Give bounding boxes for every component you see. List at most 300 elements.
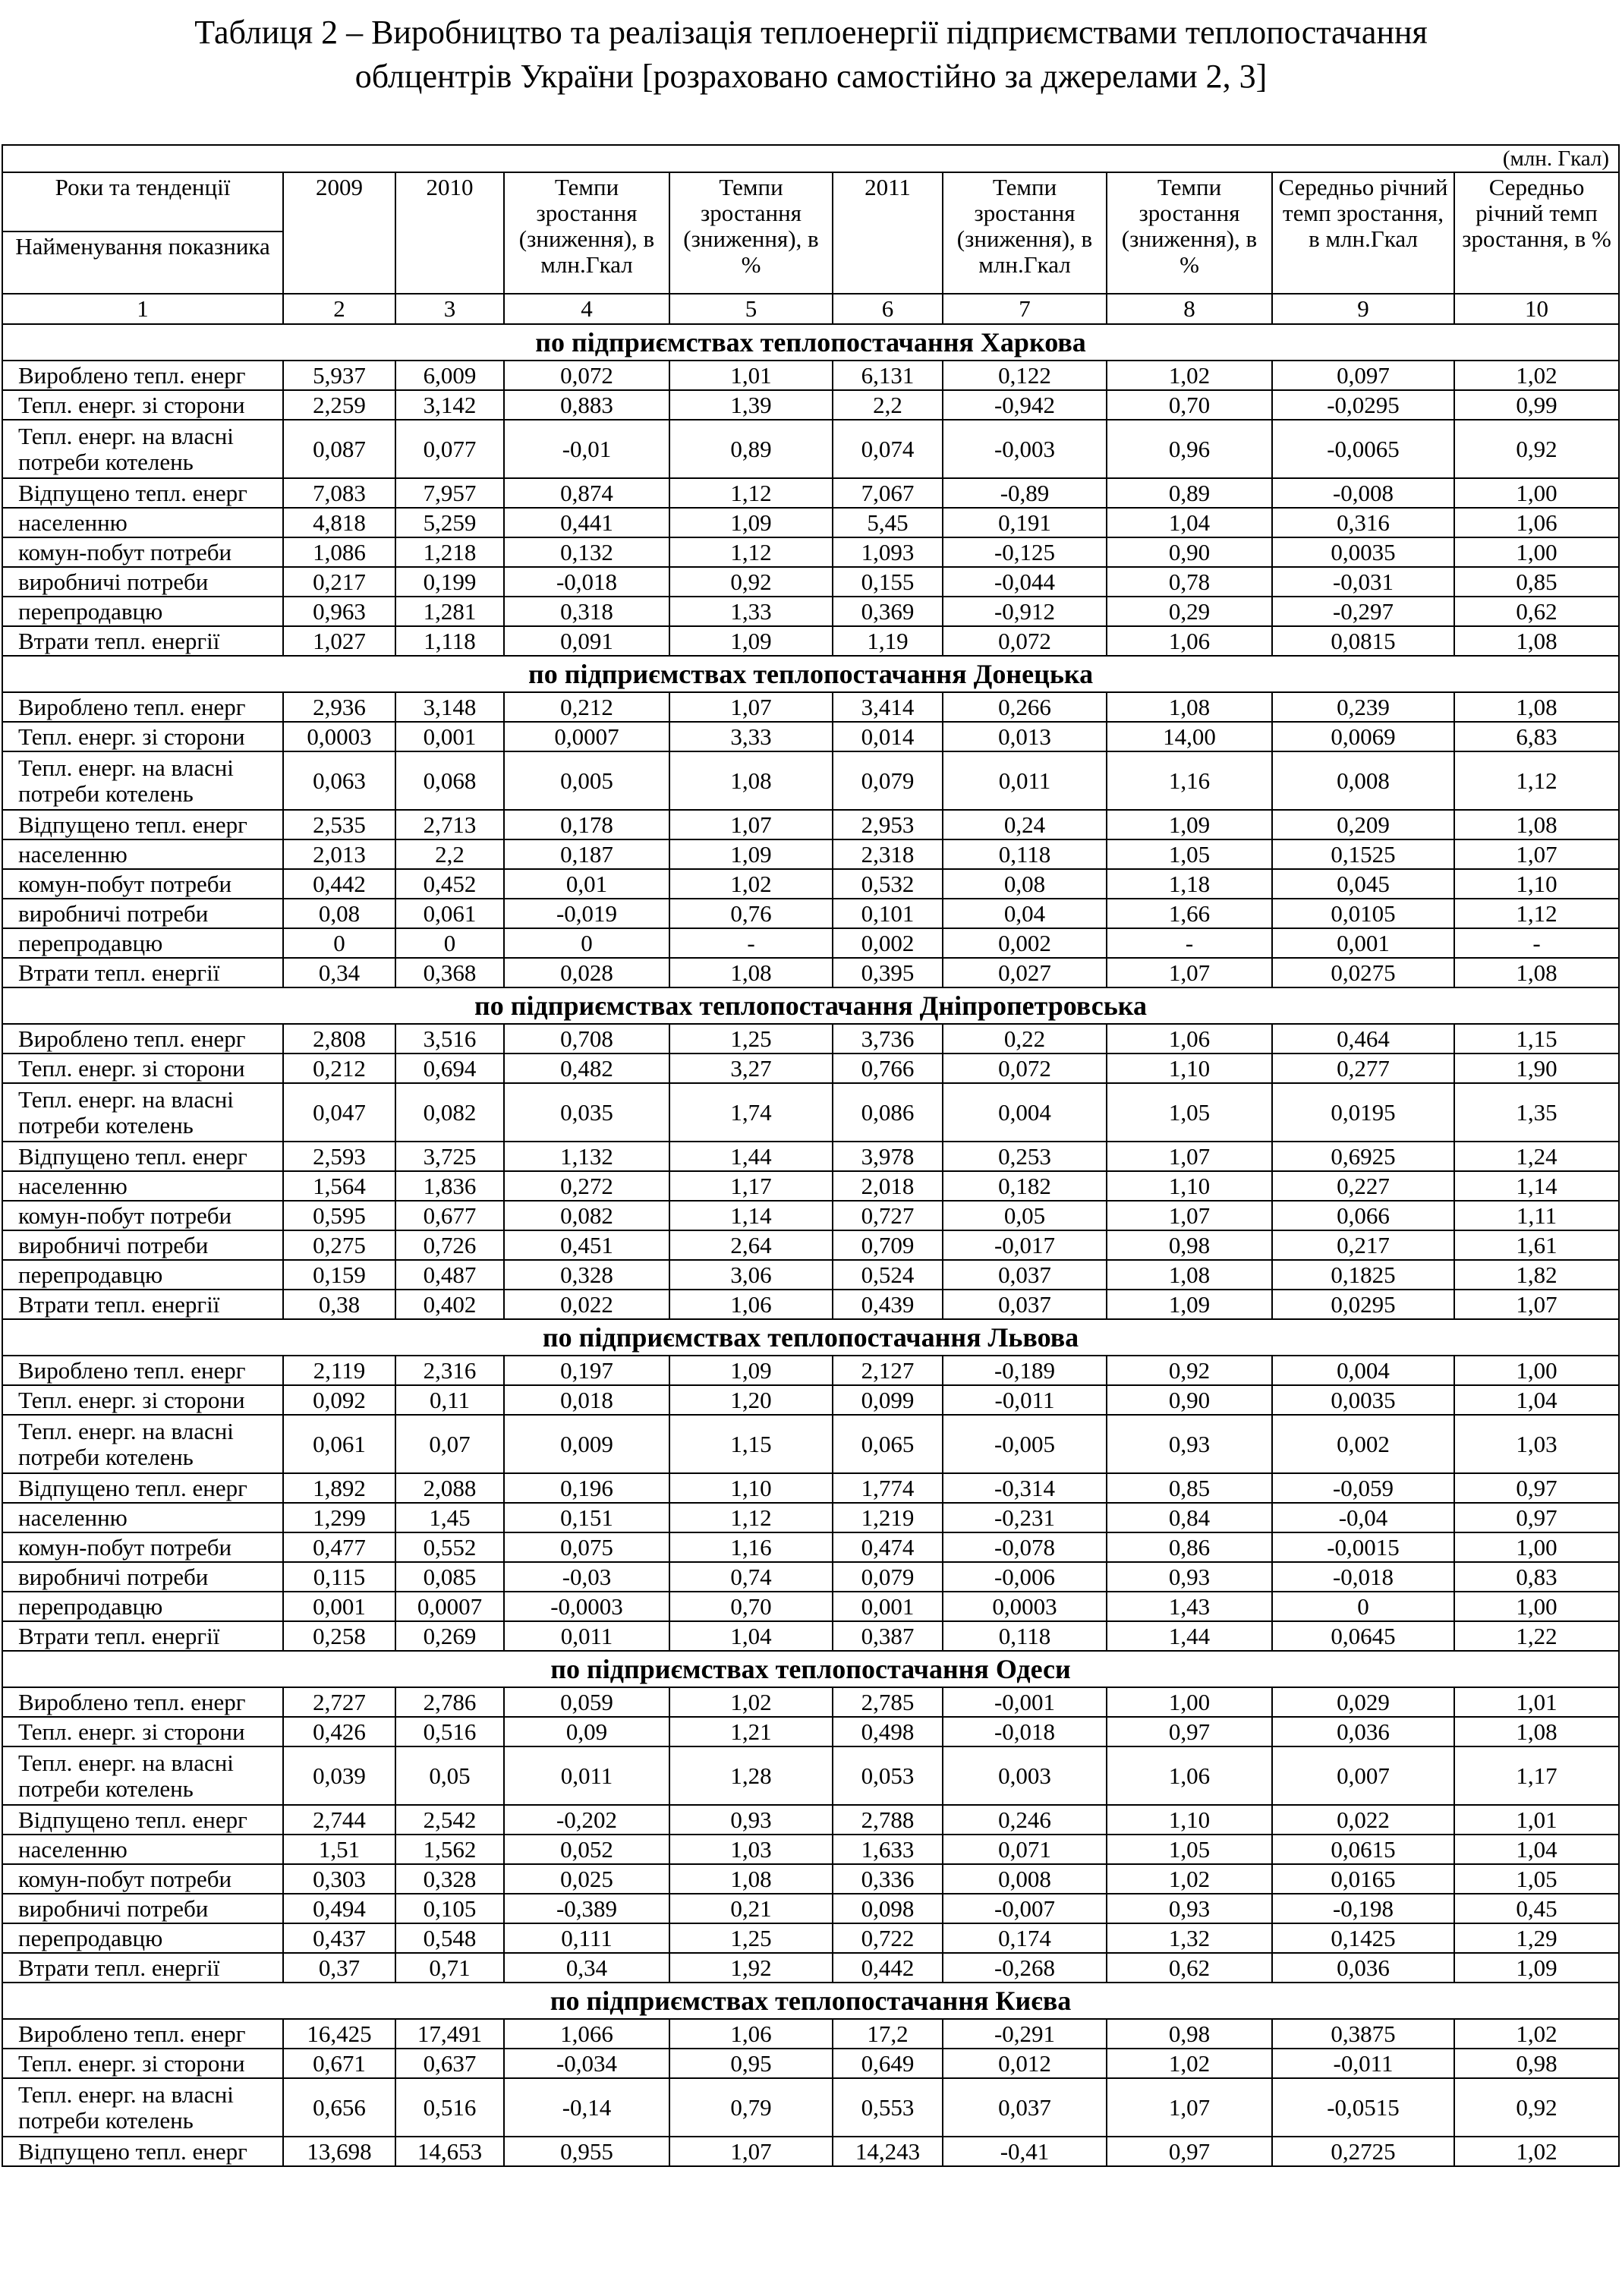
table-row (2, 390, 1619, 420)
table-cell: 0,0645 (1272, 1621, 1454, 1651)
column-number-row (2, 294, 1619, 324)
table-cell: -0,297 (1272, 597, 1454, 626)
table-cell: 1,24 (1454, 1142, 1619, 1171)
table-row (2, 537, 1619, 567)
table-cell: 1,18 (1107, 869, 1272, 899)
row-label: перепродавцю (2, 1592, 283, 1621)
table-cell: 0,516 (395, 1717, 504, 1746)
table-cell: 0,766 (833, 1054, 943, 1083)
table-cell: 1,08 (1454, 958, 1619, 987)
table-cell: 2,744 (283, 1805, 395, 1835)
row-label: Втрати тепл. енергії (2, 1621, 283, 1651)
table-cell: 1,281 (395, 597, 504, 626)
table-cell: 0,474 (833, 1532, 943, 1562)
row-label: Вироблено тепл. енерг (2, 2019, 283, 2049)
table-cell: 0,89 (1107, 478, 1272, 508)
table-cell: 0,21 (669, 1894, 833, 1923)
table-cell: 0,08 (283, 899, 395, 928)
table-cell: 0,025 (504, 1864, 669, 1894)
table-cell: 1,92 (669, 1953, 833, 1983)
table-cell: 0,726 (395, 1230, 504, 1260)
table-cell: 1,00 (1107, 1687, 1272, 1717)
table-cell: 0,1825 (1272, 1260, 1454, 1290)
table-cell: 0,85 (1107, 1473, 1272, 1503)
table-cell: 0,272 (504, 1171, 669, 1201)
table-cell: 0,90 (1107, 1385, 1272, 1415)
table-row (2, 1687, 1619, 1717)
table-row (2, 1054, 1619, 1083)
table-cell: 1,09 (669, 1356, 833, 1385)
table-cell: 0,83 (1454, 1562, 1619, 1592)
table-cell: 1,10 (1107, 1054, 1272, 1083)
table-cell: 1,06 (1107, 626, 1272, 656)
table-cell: 0,004 (943, 1083, 1107, 1142)
table-cell: 1,44 (669, 1142, 833, 1171)
section-header-row (2, 987, 1619, 1024)
table-cell: 1,06 (1107, 1024, 1272, 1054)
table-cell: 1,17 (669, 1171, 833, 1201)
table-cell: 0,98 (1107, 2019, 1272, 2049)
table-cell: 0,92 (1454, 2078, 1619, 2137)
table-cell: 0,022 (504, 1290, 669, 1319)
table-cell: 1,12 (669, 1503, 833, 1532)
table-cell: 2,788 (833, 1805, 943, 1835)
table-cell: -0,001 (943, 1687, 1107, 1717)
table-cell: 0,097 (1272, 361, 1454, 390)
row-label: населенню (2, 1503, 283, 1532)
table-cell: 0,0295 (1272, 1290, 1454, 1319)
table-cell: 1,04 (1454, 1385, 1619, 1415)
table-cell: 1,06 (669, 2019, 833, 2049)
row-label: комун-побут потреби (2, 1201, 283, 1230)
table-row (2, 626, 1619, 656)
table-cell: 0,92 (1107, 1356, 1272, 1385)
table-cell: 0,548 (395, 1923, 504, 1953)
table-cell: 1,02 (1454, 2019, 1619, 2049)
table-cell: 1,02 (1107, 2049, 1272, 2078)
table-cell: 0,002 (833, 928, 943, 958)
table-cell: 0,001 (1272, 928, 1454, 958)
row-label: Вироблено тепл. енерг (2, 1356, 283, 1385)
table-cell: -0,006 (943, 1562, 1107, 1592)
table-cell: 1,43 (1107, 1592, 1272, 1621)
table-cell: -0,0295 (1272, 390, 1454, 420)
table-cell: 1,01 (1454, 1687, 1619, 1717)
table-cell: 7,083 (283, 478, 395, 508)
table-cell: 1,01 (669, 361, 833, 390)
table-cell: 0,072 (943, 626, 1107, 656)
table-cell: 0,874 (504, 478, 669, 508)
table-cell: 1,14 (1454, 1171, 1619, 1201)
table-cell: 0,253 (943, 1142, 1107, 1171)
row-label: виробничі потреби (2, 1230, 283, 1260)
table-cell: 0,649 (833, 2049, 943, 2078)
table-cell: 1,15 (1454, 1024, 1619, 1054)
table-cell: 0,45 (1454, 1894, 1619, 1923)
table-cell: 0,677 (395, 1201, 504, 1230)
table-cell: 0,08 (943, 869, 1107, 899)
table-cell: 0,89 (669, 420, 833, 478)
table-cell: -0,034 (504, 2049, 669, 2078)
table-cell: 0,012 (943, 2049, 1107, 2078)
table-cell: 2,727 (283, 1687, 395, 1717)
table-cell: -0,003 (943, 420, 1107, 478)
data-table-container (2, 144, 1620, 2167)
table-cell: 0,212 (283, 1054, 395, 1083)
table-cell: 0,099 (833, 1385, 943, 1415)
table-cell: 0,0105 (1272, 899, 1454, 928)
table-row (2, 1415, 1619, 1473)
table-cell: 0,111 (504, 1923, 669, 1953)
table-cell: 2,936 (283, 692, 395, 722)
table-cell: -0,0065 (1272, 420, 1454, 478)
table-cell: 0,074 (833, 420, 943, 478)
table-cell: 0,426 (283, 1717, 395, 1746)
row-label: населенню (2, 1171, 283, 1201)
table-cell: 0,595 (283, 1201, 395, 1230)
header-2009: 2009 (283, 172, 395, 294)
table-cell: 0,34 (504, 1953, 669, 1983)
table-cell: 0,003 (943, 1746, 1107, 1805)
table-row (2, 1621, 1619, 1651)
table-cell: 0,637 (395, 2049, 504, 2078)
table-cell: -0,189 (943, 1356, 1107, 1385)
table-cell: 0,118 (943, 839, 1107, 869)
table-cell: 0,072 (943, 1054, 1107, 1083)
row-label: Тепл. енерг. зі сторони (2, 1717, 283, 1746)
section-header-row (2, 656, 1619, 692)
document-title (0, 11, 1622, 99)
table-cell: 0,011 (943, 751, 1107, 810)
table-cell: 0,075 (504, 1532, 669, 1562)
table-cell: 0,85 (1454, 567, 1619, 597)
table-cell: 1,12 (669, 537, 833, 567)
row-label: Втрати тепл. енергії (2, 1290, 283, 1319)
row-label: комун-побут потреби (2, 869, 283, 899)
row-label: Тепл. енерг. на власні потреби котелень (2, 420, 283, 478)
table-cell: 1,04 (1107, 508, 1272, 537)
row-label: Втрати тепл. енергії (2, 626, 283, 656)
table-cell: 0,516 (395, 2078, 504, 2137)
table-cell: 0,0007 (504, 722, 669, 751)
table-cell: 1,06 (1454, 508, 1619, 537)
table-cell: 0,369 (833, 597, 943, 626)
row-label: Відпущено тепл. енерг (2, 1473, 283, 1503)
table-cell: 0,955 (504, 2137, 669, 2166)
table-cell: 0,159 (283, 1260, 395, 1290)
header-growth-abs-2011: Темпи зростання (зниження), в млн.Гкал (943, 172, 1107, 294)
table-cell: 1,09 (1454, 1953, 1619, 1983)
table-cell: 0,532 (833, 869, 943, 899)
table-cell: 0,037 (943, 2078, 1107, 2137)
table-cell: 0,0165 (1272, 1864, 1454, 1894)
table-cell: 1,90 (1454, 1054, 1619, 1083)
table-cell: 0,498 (833, 1717, 943, 1746)
table-cell: 1,08 (669, 958, 833, 987)
table-row (2, 810, 1619, 839)
table-cell: 0,96 (1107, 420, 1272, 478)
table-cell: 2,593 (283, 1142, 395, 1171)
table-cell: 0,336 (833, 1864, 943, 1894)
table-cell: 1,07 (1107, 958, 1272, 987)
table-cell: 0,441 (504, 508, 669, 537)
table-cell: 1,07 (669, 810, 833, 839)
table-row (2, 1260, 1619, 1290)
table-cell: 1,10 (1107, 1805, 1272, 1835)
table-cell: 0,0035 (1272, 537, 1454, 567)
table-cell: 1,299 (283, 1503, 395, 1532)
table-cell: 1,09 (1107, 1290, 1272, 1319)
table-cell: 0,086 (833, 1083, 943, 1142)
row-label: Тепл. енерг. на власні потреби котелень (2, 1415, 283, 1473)
table-cell: 0,76 (669, 899, 833, 928)
table-cell: 0,464 (1272, 1024, 1454, 1054)
table-cell: 1,08 (1454, 810, 1619, 839)
table-cell: 1,25 (669, 1923, 833, 1953)
table-row (2, 1230, 1619, 1260)
table-cell: 0,209 (1272, 810, 1454, 839)
table-cell: -0,0015 (1272, 1532, 1454, 1562)
col-num-8: 8 (1107, 294, 1272, 324)
table-cell: 1,06 (1107, 1746, 1272, 1805)
table-cell: 0,694 (395, 1054, 504, 1083)
table-cell: 0,018 (504, 1385, 669, 1415)
table-cell: 0,3875 (1272, 2019, 1454, 2049)
table-cell: 1,12 (1454, 899, 1619, 928)
table-cell: 1,09 (669, 626, 833, 656)
col-num-7: 7 (943, 294, 1107, 324)
table-cell: 6,009 (395, 361, 504, 390)
table-cell: 4,818 (283, 508, 395, 537)
table-cell: 0,275 (283, 1230, 395, 1260)
col-num-10: 10 (1454, 294, 1619, 324)
table-cell: 1,03 (1454, 1415, 1619, 1473)
col-num-2: 2 (283, 294, 395, 324)
table-cell: 0,34 (283, 958, 395, 987)
table-cell: 1,11 (1454, 1201, 1619, 1230)
table-cell: 1,09 (1107, 810, 1272, 839)
table-cell: 14,243 (833, 2137, 943, 2166)
table-cell: 0,022 (1272, 1805, 1454, 1835)
table-cell: 16,425 (283, 2019, 395, 2049)
table-cell: -0,008 (1272, 478, 1454, 508)
row-label: виробничі потреби (2, 567, 283, 597)
row-label: Відпущено тепл. енерг (2, 810, 283, 839)
row-label: Тепл. енерг. на власні потреби котелень (2, 751, 283, 810)
table-row (2, 1562, 1619, 1592)
table-row (2, 1024, 1619, 1054)
units-row (2, 145, 1619, 172)
table-cell: 0,132 (504, 537, 669, 567)
table-cell: 0 (504, 928, 669, 958)
table-cell: 1,00 (1454, 1356, 1619, 1385)
table-cell: 1,25 (669, 1024, 833, 1054)
table-cell: 1,19 (833, 626, 943, 656)
table-cell: -0,019 (504, 899, 669, 928)
row-label: Тепл. енерг. на власні потреби котелень (2, 1083, 283, 1142)
table-cell: 1,28 (669, 1746, 833, 1805)
table-cell: 1,12 (669, 478, 833, 508)
table-cell: 1,02 (1454, 2137, 1619, 2166)
header-avg-growth-abs: Середньо річний темп зростання, в млн.Гкал (1272, 172, 1454, 294)
table-cell: 1,562 (395, 1835, 504, 1864)
row-label: Відпущено тепл. енерг (2, 1805, 283, 1835)
table-cell: 1,02 (669, 1687, 833, 1717)
table-cell: 0,368 (395, 958, 504, 987)
table-cell: -0,018 (1272, 1562, 1454, 1592)
row-label: перепродавцю (2, 1923, 283, 1953)
table-cell: -0,011 (1272, 2049, 1454, 2078)
section-title: по підприємствах теплопостачання Києва (2, 1983, 1619, 2019)
table-cell: 1,08 (1107, 1260, 1272, 1290)
table-cell: 0,013 (943, 722, 1107, 751)
table-cell: 0,005 (504, 751, 669, 810)
table-cell: 1,12 (1454, 751, 1619, 810)
table-cell: 0,24 (943, 810, 1107, 839)
table-cell: 0,045 (1272, 869, 1454, 899)
row-label: Вироблено тепл. енерг (2, 361, 283, 390)
table-row (2, 2019, 1619, 2049)
table-cell: 0,191 (943, 508, 1107, 537)
table-cell: 1,00 (1454, 1592, 1619, 1621)
table-cell: 0,0003 (283, 722, 395, 751)
table-cell: 0,227 (1272, 1171, 1454, 1201)
table-cell: -0,04 (1272, 1503, 1454, 1532)
table-cell: 0,197 (504, 1356, 669, 1385)
row-label: Тепл. енерг. зі сторони (2, 722, 283, 751)
table-cell: 0,93 (1107, 1415, 1272, 1473)
table-cell: 0,092 (283, 1385, 395, 1415)
table-cell: 0,105 (395, 1894, 504, 1923)
table-cell: -0,031 (1272, 567, 1454, 597)
row-label: Тепл. енерг. зі сторони (2, 2049, 283, 2078)
table-cell: 0,151 (504, 1503, 669, 1532)
table-cell: 1,16 (669, 1532, 833, 1562)
table-cell: 1,82 (1454, 1260, 1619, 1290)
table-row (2, 722, 1619, 751)
table-cell: 0,065 (833, 1415, 943, 1473)
table-cell: 0,0275 (1272, 958, 1454, 987)
table-cell: 0,303 (283, 1864, 395, 1894)
table-cell: - (1107, 928, 1272, 958)
table-cell: 2,2 (395, 839, 504, 869)
col-num-5: 5 (669, 294, 833, 324)
table-cell: -0,912 (943, 597, 1107, 626)
table-cell: 0,085 (395, 1562, 504, 1592)
table-cell: 0,553 (833, 2078, 943, 2137)
table-cell: 1,892 (283, 1473, 395, 1503)
table-cell: 0,328 (504, 1260, 669, 1290)
col-num-6: 6 (833, 294, 943, 324)
table-cell: 0,035 (504, 1083, 669, 1142)
table-cell: -0,017 (943, 1230, 1107, 1260)
table-cell: 0,442 (833, 1953, 943, 1983)
table-cell: 1,61 (1454, 1230, 1619, 1260)
row-label: комун-побут потреби (2, 1864, 283, 1894)
table-cell: 1,22 (1454, 1621, 1619, 1651)
table-cell: 0,524 (833, 1260, 943, 1290)
table-cell: 5,45 (833, 508, 943, 537)
header-growth-pct-2011: Темпи зростання (зниження), в % (1107, 172, 1272, 294)
table-cell: 0,37 (283, 1953, 395, 1983)
table-cell: 1,07 (1107, 1142, 1272, 1171)
table-cell: 2,316 (395, 1356, 504, 1385)
table-cell: 0,442 (283, 869, 395, 899)
table-row (2, 839, 1619, 869)
table-cell: 0,079 (833, 1562, 943, 1592)
table-cell: -0,044 (943, 567, 1107, 597)
table-cell: 1,10 (1107, 1171, 1272, 1201)
table-cell: 0,059 (504, 1687, 669, 1717)
table-cell: 13,698 (283, 2137, 395, 2166)
table-cell: 2,64 (669, 1230, 833, 1260)
table-cell: 0,05 (395, 1746, 504, 1805)
table-row (2, 361, 1619, 390)
table-cell: 1,07 (1454, 1290, 1619, 1319)
table-cell: 0 (1272, 1592, 1454, 1621)
table-cell: 2,2 (833, 390, 943, 420)
table-cell: 3,736 (833, 1024, 943, 1054)
table-cell: -0,314 (943, 1473, 1107, 1503)
table-cell: 0 (395, 928, 504, 958)
table-cell: 0,091 (504, 626, 669, 656)
table-cell: 0,217 (1272, 1230, 1454, 1260)
table-cell: -0,41 (943, 2137, 1107, 2166)
table-cell: 2,013 (283, 839, 395, 869)
row-label: Відпущено тепл. енерг (2, 1142, 283, 1171)
table-cell: -0,89 (943, 478, 1107, 508)
table-cell: 1,08 (1107, 692, 1272, 722)
table-cell: 0,027 (943, 958, 1107, 987)
table-cell: 0,71 (395, 1953, 504, 1983)
table-cell: 1,093 (833, 537, 943, 567)
table-cell: 0,072 (504, 361, 669, 390)
table-cell: 1,09 (669, 839, 833, 869)
table-cell: 0,002 (943, 928, 1107, 958)
table-cell: -0,007 (943, 1894, 1107, 1923)
table-cell: 1,02 (1107, 361, 1272, 390)
table-row (2, 751, 1619, 810)
table-cell: -0,389 (504, 1894, 669, 1923)
table-cell: -0,01 (504, 420, 669, 478)
table-cell: 1,01 (1454, 1805, 1619, 1835)
table-cell: 17,2 (833, 2019, 943, 2049)
table-cell: 0,1525 (1272, 839, 1454, 869)
row-label: населенню (2, 839, 283, 869)
table-cell: -0,011 (943, 1385, 1107, 1415)
table-cell: 2,127 (833, 1356, 943, 1385)
row-label: перепродавцю (2, 597, 283, 626)
table-cell: 6,83 (1454, 722, 1619, 751)
table-cell: 0,002 (1272, 1415, 1454, 1473)
table-cell: 0,066 (1272, 1201, 1454, 1230)
table-cell: 0,174 (943, 1923, 1107, 1953)
table-cell: 0,071 (943, 1835, 1107, 1864)
table-cell: 1,17 (1454, 1746, 1619, 1805)
table-cell: 14,653 (395, 2137, 504, 2166)
row-label: Втрати тепл. енергії (2, 958, 283, 987)
table-row (2, 1473, 1619, 1503)
table-cell: 0,07 (395, 1415, 504, 1473)
table-cell: 0,727 (833, 1201, 943, 1230)
table-cell: 0,082 (395, 1083, 504, 1142)
row-label: Відпущено тепл. енерг (2, 478, 283, 508)
section-header-row (2, 1651, 1619, 1687)
table-cell: 1,45 (395, 1503, 504, 1532)
row-label: комун-побут потреби (2, 537, 283, 567)
header-years-trends: Роки та тенденції (2, 172, 283, 231)
table-cell: 0,22 (943, 1024, 1107, 1054)
